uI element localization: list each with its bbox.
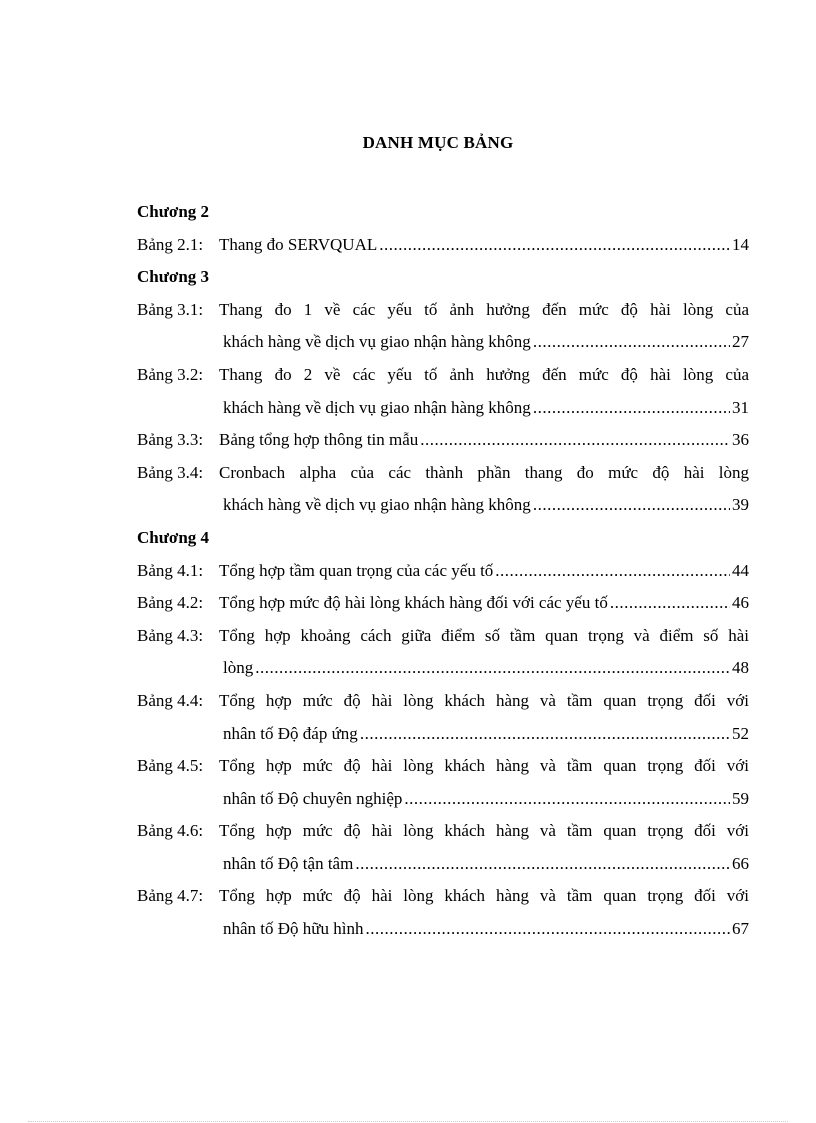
page-number: 39 xyxy=(732,495,749,515)
table-entry-title: Tổng hợp mức độ hài lòng khách hàng và tầm quan trọng đối với xyxy=(219,886,749,906)
page-number: 66 xyxy=(732,853,749,873)
dot-leader xyxy=(355,848,730,881)
table-entry-line[interactable] xyxy=(137,424,749,457)
table-entry-title: Thang đo 2 về các yếu tố ảnh hưởng đến mức độ hài lòng của xyxy=(219,364,749,384)
table-entry-title: Tổng hợp tầm quan trọng của các yếu tố xyxy=(219,560,494,580)
page-number: 36 xyxy=(732,430,749,450)
table-entry-line[interactable] xyxy=(137,815,749,848)
dot-leader xyxy=(404,783,730,816)
table-entry-label: Bảng 4.7: xyxy=(137,886,204,906)
table-entry-line[interactable] xyxy=(137,848,749,881)
dot-leader xyxy=(360,718,730,751)
table-of-tables xyxy=(137,196,749,946)
table-entry-title: nhân tố Độ chuyên nghiệp xyxy=(223,788,403,808)
table-entry-title: nhân tố Độ đáp ứng xyxy=(223,723,358,743)
table-entry-line[interactable] xyxy=(137,457,749,490)
dot-leader xyxy=(533,392,730,425)
table-entry-label: Bảng 4.1: xyxy=(137,560,204,580)
table-entry-line[interactable] xyxy=(137,392,749,425)
table-entry-title: nhân tố Độ hữu hình xyxy=(223,919,364,939)
table-entry-line[interactable] xyxy=(137,718,749,751)
chapter-heading: Chương 3 xyxy=(137,267,210,287)
table-entry-label: Bảng 4.5: xyxy=(137,756,204,776)
dot-leader xyxy=(610,587,730,620)
table-entry-title: khách hàng về dịch vụ giao nhận hàng không xyxy=(223,495,531,515)
table-entry-label: Bảng 4.2: xyxy=(137,593,204,613)
table-entry-line[interactable] xyxy=(137,620,749,653)
table-entry-title: lòng xyxy=(223,658,254,678)
page-title: DANH MỤC BẢNG xyxy=(362,133,514,152)
page-number: 46 xyxy=(732,593,749,613)
table-entry-line[interactable] xyxy=(137,652,749,685)
table-entry-title: Thang đo SERVQUAL xyxy=(219,234,378,254)
table-entry-label: Bảng 4.4: xyxy=(137,690,204,710)
page-number: 31 xyxy=(732,397,749,417)
table-entry-line[interactable] xyxy=(137,587,749,620)
page-number: 52 xyxy=(732,723,749,743)
footer-divider xyxy=(28,1121,788,1122)
table-entry-label: Bảng 3.3: xyxy=(137,430,204,450)
table-entry-line[interactable] xyxy=(137,685,749,718)
table-entry-title: Cronbach alpha của các thành phần thang đo mức độ hài lòng xyxy=(219,462,749,482)
table-entry-line[interactable] xyxy=(137,359,749,392)
table-entry-title: khách hàng về dịch vụ giao nhận hàng không xyxy=(223,397,531,417)
table-entry-line[interactable] xyxy=(137,913,749,946)
dot-leader xyxy=(420,424,730,457)
table-entry-title: nhân tố Độ tận tâm xyxy=(223,853,354,873)
table-entry-title: khách hàng về dịch vụ giao nhận hàng không xyxy=(223,332,531,352)
dot-leader xyxy=(365,913,730,946)
table-entry-title: Bảng tổng hợp thông tin mẫu xyxy=(219,430,419,450)
page-number: 27 xyxy=(732,332,749,352)
table-entry-line[interactable] xyxy=(137,229,749,262)
table-entry-line[interactable] xyxy=(137,880,749,913)
page-number: 44 xyxy=(732,560,749,580)
table-entry-title: Tổng hợp mức độ hài lòng khách hàng và tầm quan trọng đối với xyxy=(219,821,749,841)
chapter-heading: Chương 2 xyxy=(137,202,210,221)
page-number: 14 xyxy=(732,234,749,254)
table-entry-label: Bảng 3.4: xyxy=(137,462,204,482)
table-entry-title: Thang đo 1 về các yếu tố ảnh hưởng đến mức độ hài lòng của xyxy=(219,299,749,319)
dot-leader xyxy=(255,652,730,685)
page-number: 48 xyxy=(732,658,749,678)
table-entry-label: Bảng 4.6: xyxy=(137,821,204,841)
table-entry-label: Bảng 3.1: xyxy=(137,299,204,319)
page-number: 67 xyxy=(732,919,749,939)
page-number: 59 xyxy=(732,788,749,808)
table-entry-line[interactable] xyxy=(137,555,749,588)
table-entry-title: Tổng hợp mức độ hài lòng khách hàng đối với các yếu tố xyxy=(219,593,608,613)
table-entry-line[interactable] xyxy=(137,326,749,359)
dot-leader xyxy=(495,555,730,588)
table-entry-line[interactable] xyxy=(137,783,749,816)
dot-leader xyxy=(533,489,730,522)
chapter-heading: Chương 4 xyxy=(137,527,210,547)
table-entry-line[interactable] xyxy=(137,489,749,522)
table-entry-label: Bảng 3.2: xyxy=(137,364,204,384)
dot-leader xyxy=(379,229,730,262)
table-entry-label: Bảng 4.3: xyxy=(137,625,204,645)
table-entry-title: Tổng hợp mức độ hài lòng khách hàng và tầm quan trọng đối với xyxy=(219,690,749,710)
table-entry-title: Tổng hợp khoảng cách giữa điểm số tầm quan trọng và điểm số hài xyxy=(219,625,749,645)
table-entry-title: Tổng hợp mức độ hài lòng khách hàng và tầm quan trọng đối với xyxy=(219,756,749,776)
table-entry-line[interactable] xyxy=(137,750,749,783)
table-entry-label: Bảng 2.1: xyxy=(137,234,204,254)
table-entry-line[interactable] xyxy=(137,294,749,327)
dot-leader xyxy=(533,326,730,359)
